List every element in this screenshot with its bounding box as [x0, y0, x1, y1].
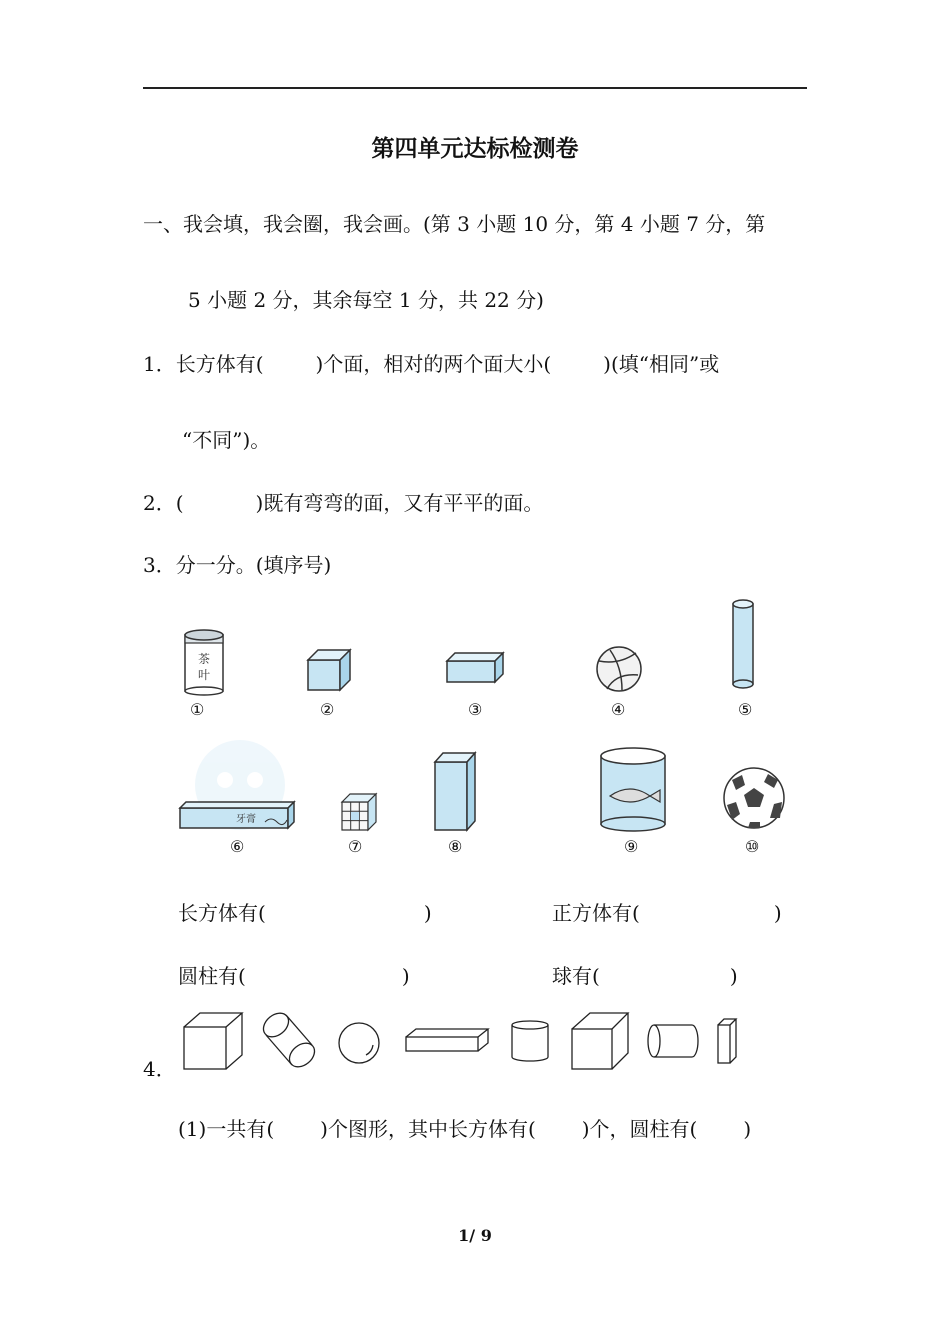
- toothpaste-label: 牙膏: [236, 814, 256, 825]
- cylinder-answer-close: ): [401, 964, 410, 988]
- label-3: ③: [468, 700, 483, 719]
- label-2: ②: [320, 700, 335, 719]
- cylinder-answer-label: 圆柱有(: [178, 964, 246, 988]
- q4-shapes-row: [176, 1005, 756, 1077]
- section-heading-line2: 5 小题 2 分，其余每空 1 分，共 22 分): [188, 288, 544, 312]
- question-4-number: 4．: [143, 1057, 176, 1081]
- section-heading-line1: 一、我会填，我会圈，我会画。(第 3 小题 10 分，第 4 小题 7 分，第: [143, 212, 766, 236]
- q4-cube-1: [184, 1013, 242, 1069]
- cube-answer: [552, 897, 782, 926]
- toothpaste-box-image: [180, 802, 294, 828]
- sphere-answer-label: 球有(: [552, 964, 600, 988]
- label-4: ④: [611, 700, 626, 719]
- cuboid-image: [447, 653, 503, 682]
- label-8: ⑧: [448, 837, 463, 856]
- tea-can-label-char: 茶: [197, 652, 211, 666]
- soccer-ball-image: [724, 768, 784, 828]
- q4-sphere: [339, 1023, 379, 1063]
- cuboid-answer: [178, 897, 432, 926]
- page-title: 第四单元达标检测卷: [371, 136, 579, 162]
- header-rule: [143, 87, 807, 89]
- label-10: ⑩: [745, 837, 760, 856]
- label-9: ⑨: [624, 837, 639, 856]
- q1-text-b: )个面，相对的两个面大小(: [315, 352, 552, 376]
- q4-cube-2: [572, 1013, 628, 1069]
- fish-can-image: [601, 748, 665, 831]
- question-4-sub1: [178, 1113, 751, 1142]
- label-1: ①: [190, 700, 205, 719]
- label-6: ⑥: [230, 837, 245, 856]
- cuboid-answer-close: ): [423, 901, 432, 925]
- q2-text-a: 2．(: [143, 491, 184, 515]
- shapes-row-2: [170, 730, 810, 840]
- q4-sub1-text-d: ): [743, 1117, 752, 1141]
- cube-answer-close: ): [773, 901, 782, 925]
- cube-image: [308, 650, 350, 690]
- rubik-cube-image: [342, 794, 376, 830]
- question-3-heading: 3．分一分。(填序号): [143, 553, 332, 577]
- sphere-answer-close: ): [729, 964, 738, 988]
- volleyball-image: [597, 647, 641, 691]
- page-number: 1/ 9: [458, 1226, 492, 1245]
- question-1: [143, 348, 719, 377]
- q4-short-cylinder: [512, 1021, 548, 1061]
- cylinder-answer: [178, 960, 410, 989]
- label-7: ⑦: [348, 837, 363, 856]
- tall-cylinder-image: [733, 600, 753, 688]
- q2-text-b: )既有弯弯的面，又有平平的面。: [255, 491, 544, 515]
- tea-can-label-char: 叶: [197, 668, 211, 682]
- shapes-row-1: [170, 595, 810, 725]
- cube-answer-label: 正方体有(: [552, 901, 640, 925]
- label-5: ⑤: [738, 700, 753, 719]
- q1-text-c: )(填“相同”或: [603, 352, 720, 376]
- sphere-answer: [552, 960, 738, 989]
- q4-flat-cuboid: [406, 1029, 488, 1051]
- q4-horizontal-cylinder: [648, 1025, 698, 1057]
- cuboid-answer-label: 长方体有(: [178, 901, 266, 925]
- q4-tilted-cylinder: [259, 1008, 319, 1071]
- q4-thin-cuboid: [718, 1019, 736, 1063]
- q4-sub1-text-a: (1)一共有(: [178, 1117, 275, 1141]
- q1-text-a: 1．长方体有(: [143, 352, 264, 376]
- q4-sub1-text-b: )个图形，其中长方体有(: [320, 1117, 536, 1141]
- question-1-line2: “不同”)。: [182, 428, 271, 452]
- tall-cuboid-image: [435, 753, 475, 830]
- question-2: [143, 487, 543, 516]
- q4-sub1-text-c: )个，圆柱有(: [581, 1117, 698, 1141]
- tea-can-image: [185, 630, 223, 695]
